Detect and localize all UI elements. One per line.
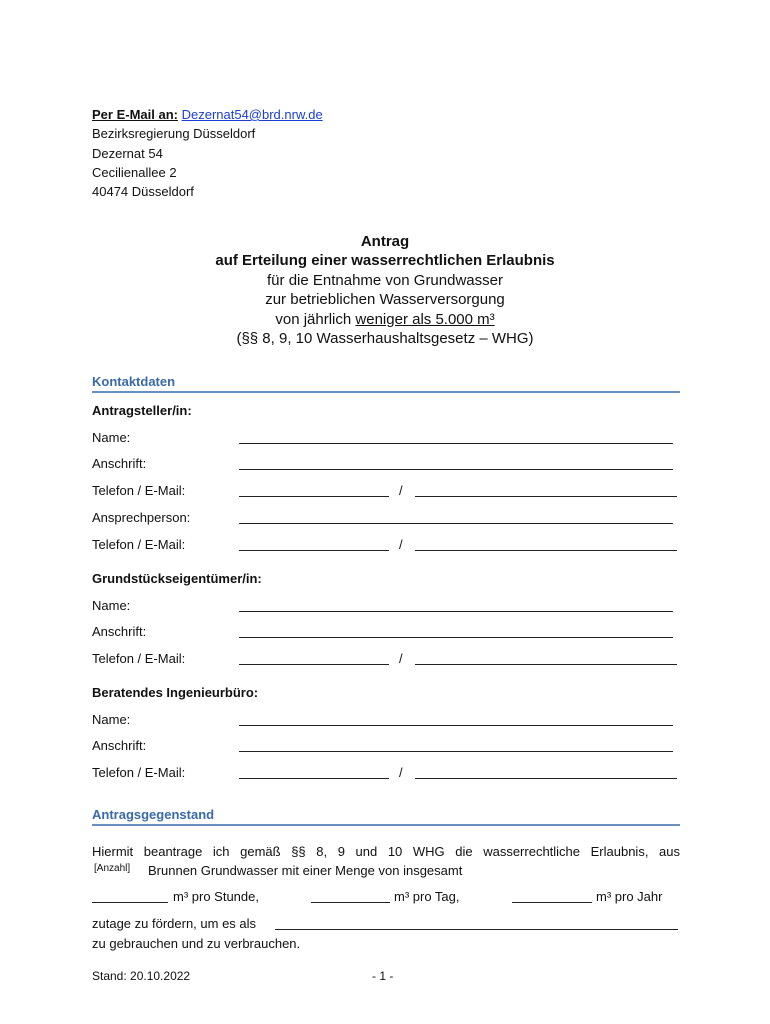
separator-slash: / [399, 483, 403, 498]
antragsteller-name-field[interactable] [239, 443, 673, 444]
separator-slash: / [399, 651, 403, 666]
verbrauch-text: zu gebrauchen und zu verbrauchen. [92, 936, 301, 951]
eigentuemer-name-label: Name: [92, 598, 131, 613]
eigentuemer-heading: Grundstückseigentümer/in: [92, 571, 262, 586]
verwendungszweck-field[interactable] [275, 929, 678, 930]
recipient-email-line [92, 107, 323, 122]
antragsteller-heading: Antragsteller/in: [92, 403, 192, 418]
title-line-6: (§§ 8, 9, 10 Wasserhaushaltsgesetz – WHG) [236, 330, 534, 347]
menge-tag-field[interactable] [311, 902, 390, 903]
menge-stunde-field[interactable] [92, 902, 168, 903]
ingenieur-anschrift-field[interactable] [239, 751, 673, 752]
recipient-email-link[interactable]: Dezernat54@brd.nrw.de [181, 107, 323, 122]
ansprechperson-telefon-field[interactable] [239, 550, 389, 551]
eigentuemer-anschrift-field[interactable] [239, 637, 673, 638]
menge-tag-unit: m³ pro Tag, [394, 889, 460, 904]
document-subtitle: auf Erteilung einer wasserrechtlichen Erlaubnis [215, 252, 555, 269]
ingenieur-name-field[interactable] [239, 725, 673, 726]
anzahl-field[interactable]: [Anzahl] [94, 863, 131, 874]
eigentuemer-email-field[interactable] [415, 664, 677, 665]
eigentuemer-telefon-label: Telefon / E-Mail: [92, 651, 186, 666]
separator-slash: / [399, 537, 403, 552]
title-line-4: zur betrieblichen Wasserversorgung [265, 291, 505, 308]
antragsteller-anschrift-field[interactable] [239, 469, 673, 470]
application-paragraph-1: Hiermit beantrage ich gemäß §§ 8, 9 und 10 WHG die wasserrechtliche Erlaubnis, aus [92, 844, 680, 859]
application-paragraph-2: Brunnen Grundwasser mit einer Menge von insgesamt [148, 863, 463, 878]
ingenieur-name-label: Name: [92, 712, 131, 727]
antragsteller-anschrift-label: Anschrift: [92, 456, 147, 471]
ingenieur-heading: Beratendes Ingenieurbüro: [92, 685, 259, 700]
ansprechperson-email-field[interactable] [415, 550, 677, 551]
email-label: Per E-Mail an: [92, 107, 178, 122]
zutage-text: zutage zu fördern, um es als [92, 916, 257, 931]
recipient-street: Cecilienallee 2 [92, 165, 177, 180]
footer-stand: Stand: 20.10.2022 [92, 969, 191, 983]
eigentuemer-name-field[interactable] [239, 611, 673, 612]
ansprechperson-field[interactable] [239, 523, 673, 524]
ingenieur-email-field[interactable] [415, 778, 677, 779]
ansprechperson-telefon-label: Telefon / E-Mail: [92, 537, 186, 552]
ingenieur-telefon-field[interactable] [239, 778, 389, 779]
eigentuemer-anschrift-label: Anschrift: [92, 624, 147, 639]
separator-slash: / [399, 765, 403, 780]
recipient-city: 40474 Düsseldorf [92, 184, 194, 199]
menge-jahr-unit: m³ pro Jahr [596, 889, 663, 904]
section-antragsgegenstand: Antragsgegenstand [92, 807, 680, 826]
eigentuemer-telefon-field[interactable] [239, 664, 389, 665]
antragsteller-email-field[interactable] [415, 496, 677, 497]
title-line-5-prefix: von jährlich [275, 311, 356, 328]
title-line-3: für die Entnahme von Grundwasser [267, 272, 503, 289]
recipient-authority: Bezirksregierung Düsseldorf [92, 126, 256, 141]
ingenieur-telefon-label: Telefon / E-Mail: [92, 765, 186, 780]
antragsteller-telefon-label: Telefon / E-Mail: [92, 483, 186, 498]
title-line-5-underlined: weniger als 5.000 m³ [355, 311, 495, 328]
menge-jahr-field[interactable] [512, 902, 592, 903]
page-number: - 1 - [372, 969, 394, 983]
recipient-department: Dezernat 54 [92, 146, 163, 161]
menge-stunde-unit: m³ pro Stunde, [173, 889, 259, 904]
ansprechperson-label: Ansprechperson: [92, 510, 191, 525]
antragsteller-name-label: Name: [92, 430, 131, 445]
antragsteller-telefon-field[interactable] [239, 496, 389, 497]
document-title: Antrag [360, 233, 410, 250]
title-line-5 [0, 311, 770, 328]
section-kontaktdaten: Kontaktdaten [92, 374, 680, 393]
ingenieur-anschrift-label: Anschrift: [92, 738, 147, 753]
